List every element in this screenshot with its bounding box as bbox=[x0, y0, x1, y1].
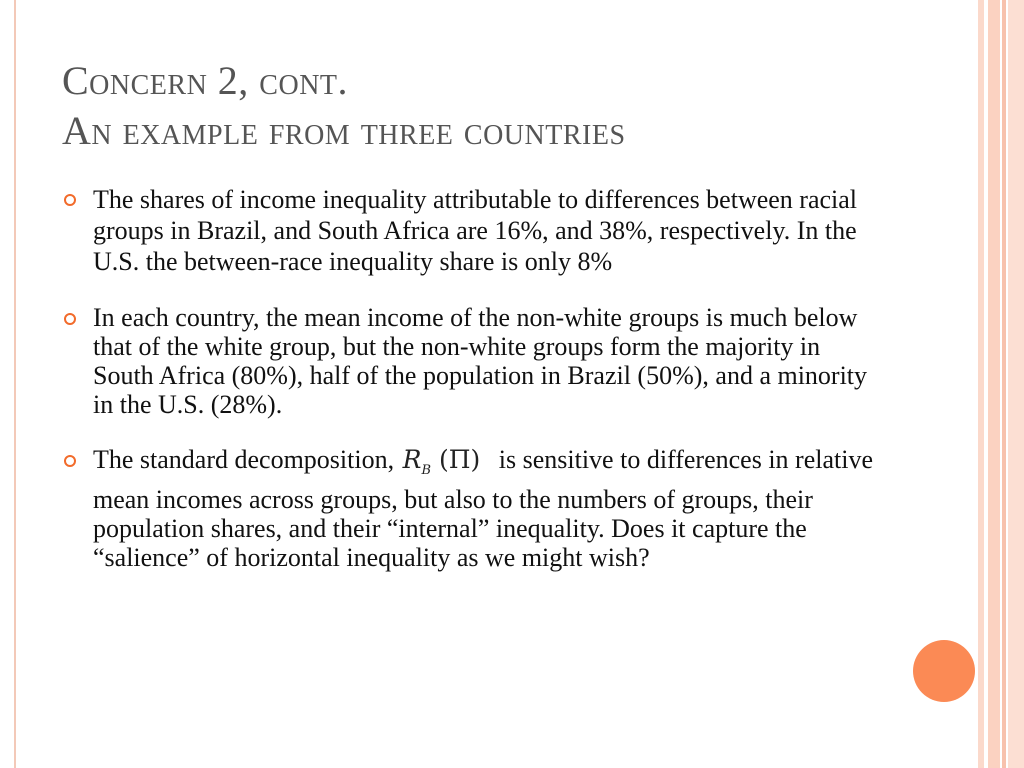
bullet-text: The shares of income inequality attributable to differences between racial groups in Brazil, and South Africa are 16%, and 38%, respectively. In the U.S. the between-race inequality share is only 8% bbox=[93, 185, 858, 276]
ring-bullet-icon bbox=[64, 313, 76, 325]
bullet-list bbox=[64, 184, 884, 598]
right-decorative-stripe bbox=[1002, 0, 1006, 768]
ring-bullet-icon bbox=[64, 194, 76, 206]
formula-symbol: R bbox=[402, 445, 422, 474]
formula-subscript: B bbox=[421, 463, 431, 478]
ring-bullet-icon bbox=[64, 455, 76, 467]
title-line-2: An example from three countries bbox=[62, 108, 626, 153]
bullet-item bbox=[64, 184, 884, 277]
right-decorative-stripe bbox=[1008, 0, 1024, 768]
formula-argument: (Π) bbox=[438, 445, 481, 474]
title-line-1: Concern 2, cont. bbox=[62, 58, 349, 103]
bullet-text-before-formula: The standard decomposition, bbox=[93, 445, 395, 474]
right-decorative-stripe bbox=[988, 0, 1000, 768]
right-decorative-stripe bbox=[978, 0, 984, 768]
left-border-rule bbox=[14, 0, 16, 768]
slide-title bbox=[62, 56, 626, 156]
orange-circle-decoration bbox=[913, 640, 975, 702]
bullet-text-after-formula: is sensitive to differences in relative mean incomes across groups, but also to the numbers of groups, their population shares, and their “internal” inequality. Does it capture the “salience” of horizontal inequality as we might wish? bbox=[93, 445, 873, 572]
decomposition-formula bbox=[403, 445, 481, 485]
bullet-item bbox=[64, 303, 884, 419]
bullet-item bbox=[64, 445, 884, 572]
bullet-text: In each country, the mean income of the non-white groups is much below that of the white group, but the non-white groups form the majority in South Africa (80%), half of the population in Brazil (50%), and a minority in the U.S. (28%). bbox=[93, 303, 868, 419]
